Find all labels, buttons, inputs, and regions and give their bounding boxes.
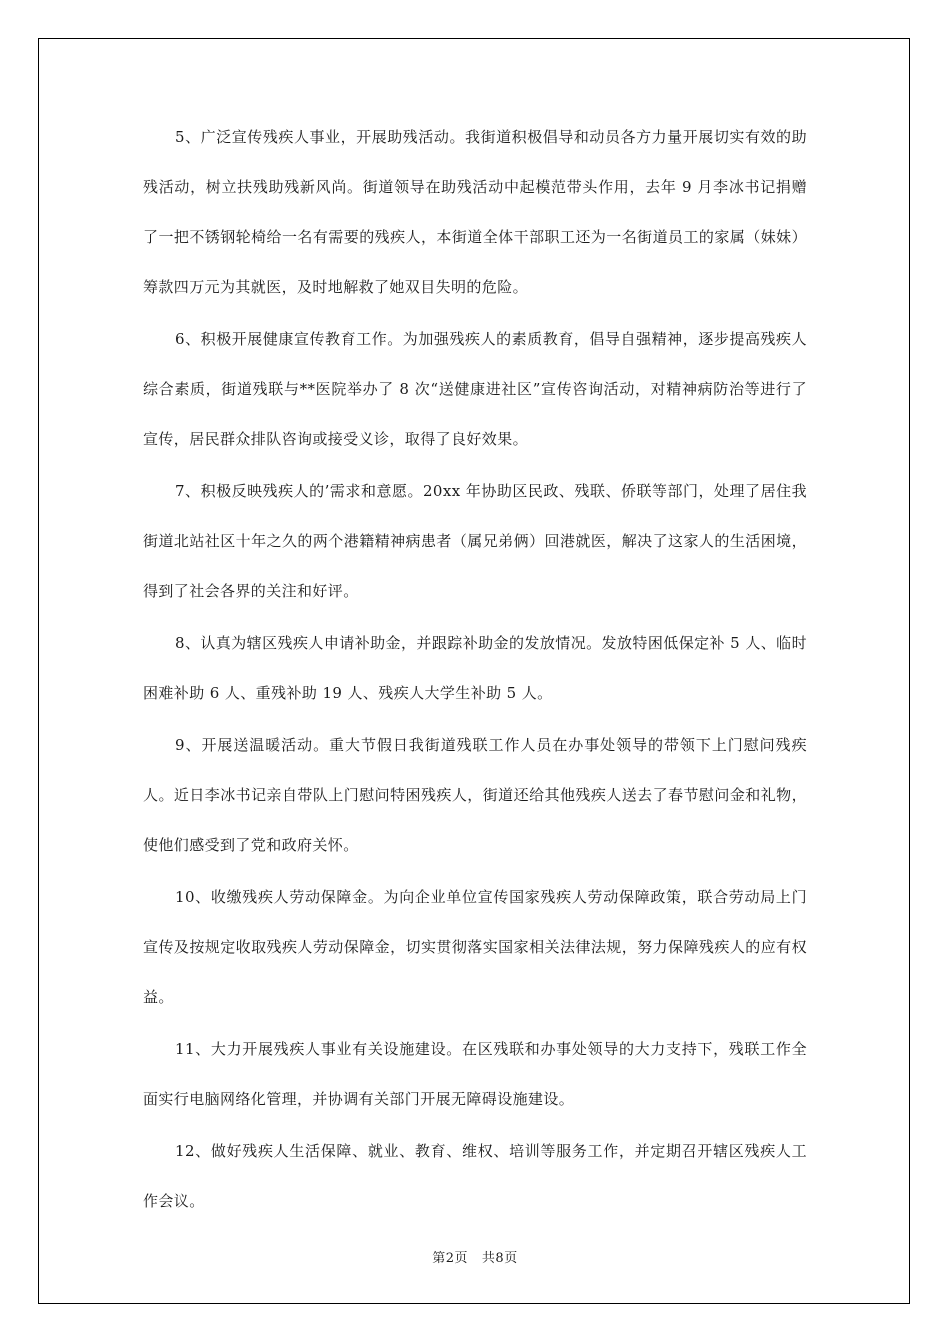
document-body [143,112,807,1228]
paragraph-11: 11、大力开展残疾人事业有关设施建设。在区残联和办事处领导的大力支持下，残联工作全面实行电脑网络化管理，并协调有关部门开展无障碍设施建设。 [143,1040,807,1108]
paragraph-5: 5、广泛宣传残疾人事业，开展助残活动。我街道积极倡导和动员各方力量开展切实有效的助残活动，树立扶残助残新风尚。街道领导在助残活动中起模范带头作用，去年 9 月李冰书记捐赠了一把不锈钢轮椅给一名有需要的残疾人，本街道全体干部职工还为一名街道员工的家属（妹妹）筹款四万元为其就医，及时地解救了她双目失明的危险。 [143,128,807,296]
paragraph-9: 9、开展送温暖活动。重大节假日我街道残联工作人员在办事处领导的带领下上门慰问残疾人。近日李冰书记亲自带队上门慰问特困残疾人，街道还给其他残疾人送去了春节慰问金和礼物，使他们感受到了党和政府关怀。 [143,736,807,854]
paragraph-8: 8、认真为辖区残疾人申请补助金，并跟踪补助金的发放情况。发放特困低保定补 5 人、临时困难补助 6 人、重残补助 19 人、残疾人大学生补助 5 人。 [143,634,807,702]
page-number-footer: 第2页 共8页 [432,1251,518,1266]
paragraph-10: 10、收缴残疾人劳动保障金。为向企业单位宣传国家残疾人劳动保障政策，联合劳动局上门宣传及按规定收取残疾人劳动保障金，切实贯彻落实国家相关法律法规，努力保障残疾人的应有权益。 [143,888,807,1006]
paragraph-7: 7、积极反映残疾人的’需求和意愿。20xx 年协助区民政、残联、侨联等部门，处理了居住我街道北站社区十年之久的两个港籍精神病患者（属兄弟俩）回港就医，解决了这家人的生活困境，得到了社会各界的关注和好评。 [143,482,807,600]
paragraph-12: 12、做好残疾人生活保障、就业、教育、维权、培训等服务工作，并定期召开辖区残疾人工作会议。 [143,1142,807,1210]
paragraph-6: 6、积极开展健康宣传教育工作。为加强残疾人的素质教育，倡导自强精神，逐步提高残疾人综合素质，街道残联与**医院举办了 8 次“送健康进社区”宣传咨询活动，对精神病防治等进行了宣传，居民群众排队咨询或接受义诊，取得了良好效果。 [143,330,807,448]
